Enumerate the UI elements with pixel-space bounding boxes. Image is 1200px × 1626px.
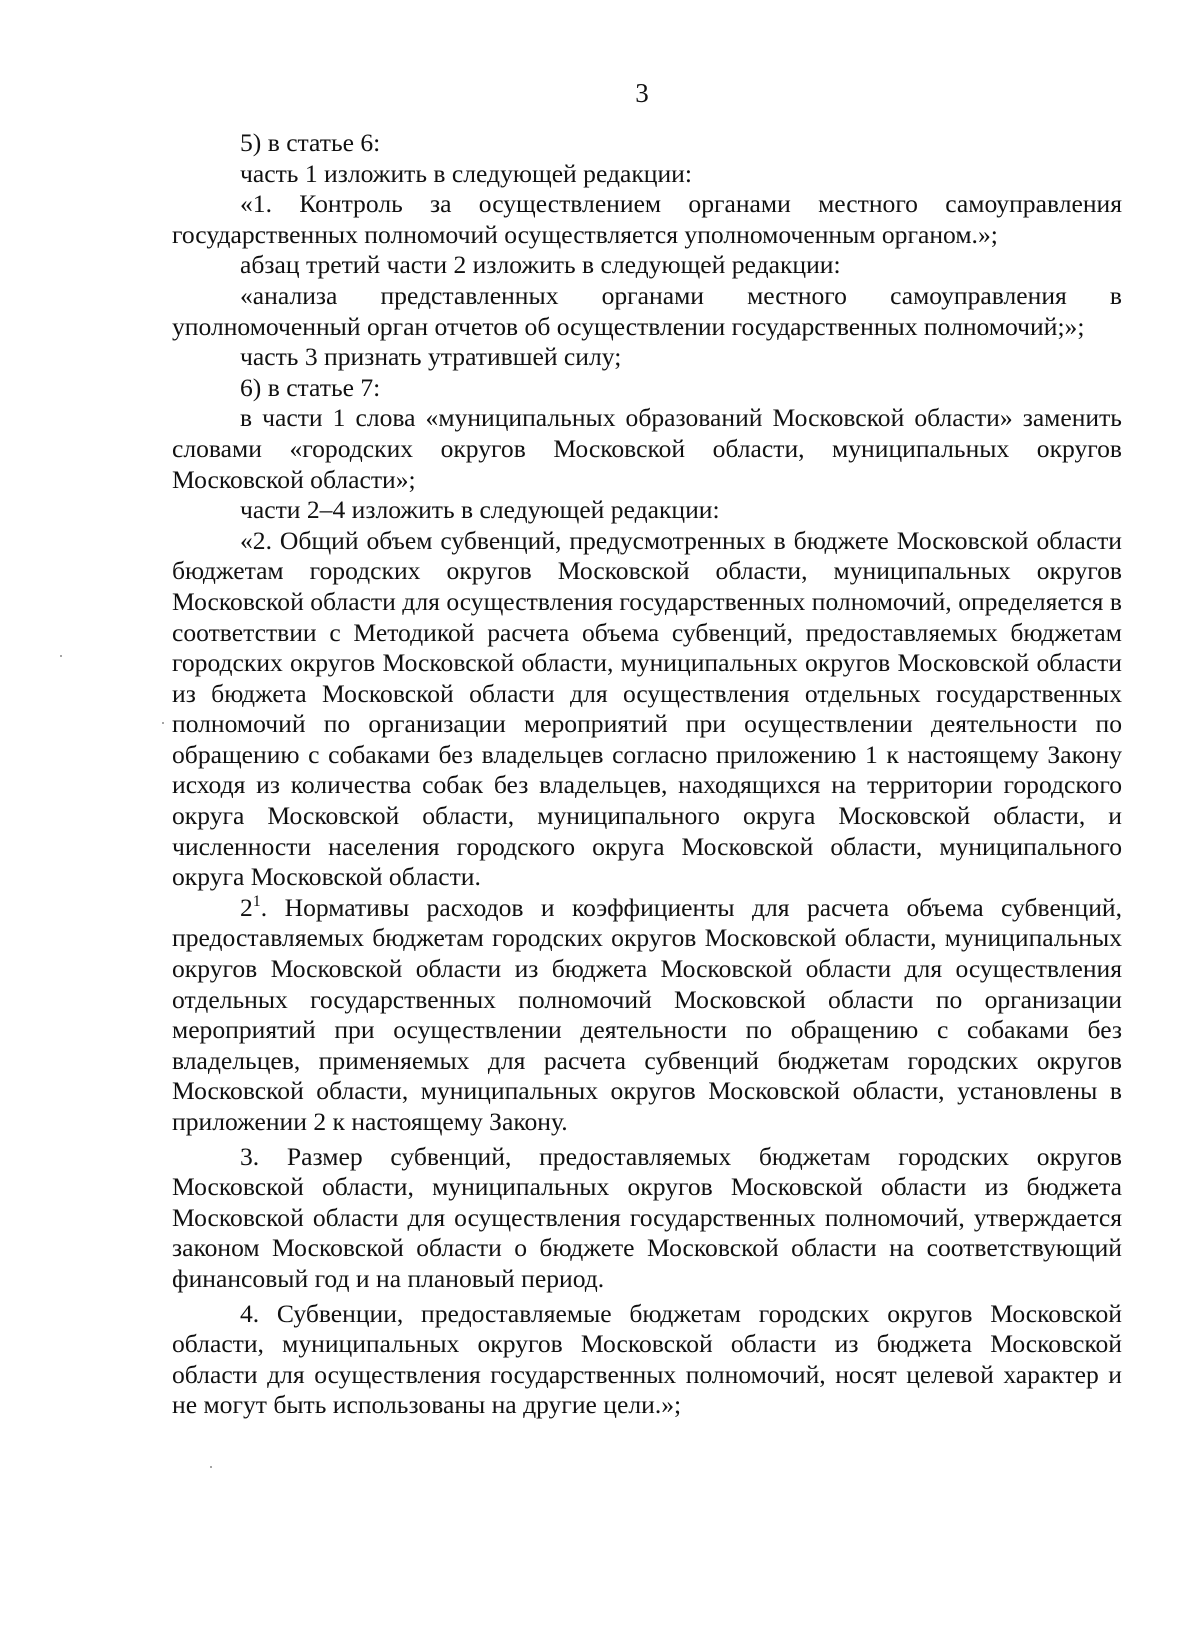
scan-speck [162, 722, 164, 724]
paragraph: 5) в статье 6: [240, 128, 381, 157]
paragraph: 4. Субвенции, предоставляемые бюджетам городских округов Московской области, муниципальных округов Московской области из бюджета Московской области для осуществления государственных полномочий, носят целевой характер и не могут быть использованы на другие цели.»; [172, 1298, 1122, 1420]
paragraph: абзац третий части 2 изложить в следующей редакции: [240, 250, 841, 280]
paragraph: 6) в статье 7: [240, 372, 381, 402]
paragraph: в части 1 слова «муниципальных образований Московской области» заменить словами «городских округов Московской области, муниципальных округов Московской области»; [172, 403, 1122, 494]
document-body [172, 128, 1122, 1421]
paragraph: часть 3 признать утратившей силу; [240, 342, 622, 372]
paragraph: «1. Контроль за осуществлением органами местного самоуправления государственных полномочий осуществляется уполномоченным органом.»; [172, 189, 1122, 249]
paragraph: 3. Размер субвенций, предоставляемых бюджетам городских округов Московской области, муниципальных округов Московской области из бюджета Московской области для осуществления государственных полномочий, утверждается законом Московской области о бюджете Московской области на соответствующий финансовый год и на плановый период. [172, 1141, 1122, 1293]
paragraph: «2. Общий объем субвенций, предусмотренных в бюджете Московской области бюджетам городских округов Московской области, муниципальных округов Московской области для осуществления государственных полномочий, определяется в соответствии с Методикой расчета объема субвенций, предоставляемых бюджетам городских округов Московской области, муниципальных округов Московской области из бюджета Московской области для осуществления отдельных государственных полномочий по организации мероприятий при осуществлении деятельности по обращению с собаками без владельцев согласно приложению 1 к настоящему Закону исходя из количества собак без владельцев, находящихся на территории городского округа Московской области, муниципального округа Московской области, и численности населения городского округа Московской области, муниципального округа Московской области. [172, 525, 1122, 892]
paragraph: «анализа представленных органами местного самоуправления в уполномоченный орган отчетов об осуществлении государственных полномочий;»; [172, 280, 1122, 341]
paragraph-text: . Нормативы расходов и коэффициенты для расчета объема субвенций, предоставляемых бюджетам городских округов Московской области, муниципальных округов Московской области из бюджета Московской области для осуществления отдельных государственных полномочий Московской области по организации мероприятий при осуществлении деятельности по обращению с собаками без владельцев, применяемых для расчета субвенций бюджетам городских округов Московской области, муниципальных округов Московской области, установлены в приложении 2 к настоящему Закону. [172, 892, 1122, 1136]
paragraph-2-1 [172, 893, 1122, 1138]
superscript: 1 [252, 892, 261, 910]
paragraph: часть 1 изложить в следующей редакции: [240, 158, 692, 188]
page-number: 3 [635, 78, 649, 108]
paragraph: части 2–4 изложить в следующей редакции: [240, 495, 720, 525]
scan-speck [60, 655, 62, 657]
scan-speck [210, 1466, 212, 1468]
paragraph-number: 2 [240, 892, 253, 922]
